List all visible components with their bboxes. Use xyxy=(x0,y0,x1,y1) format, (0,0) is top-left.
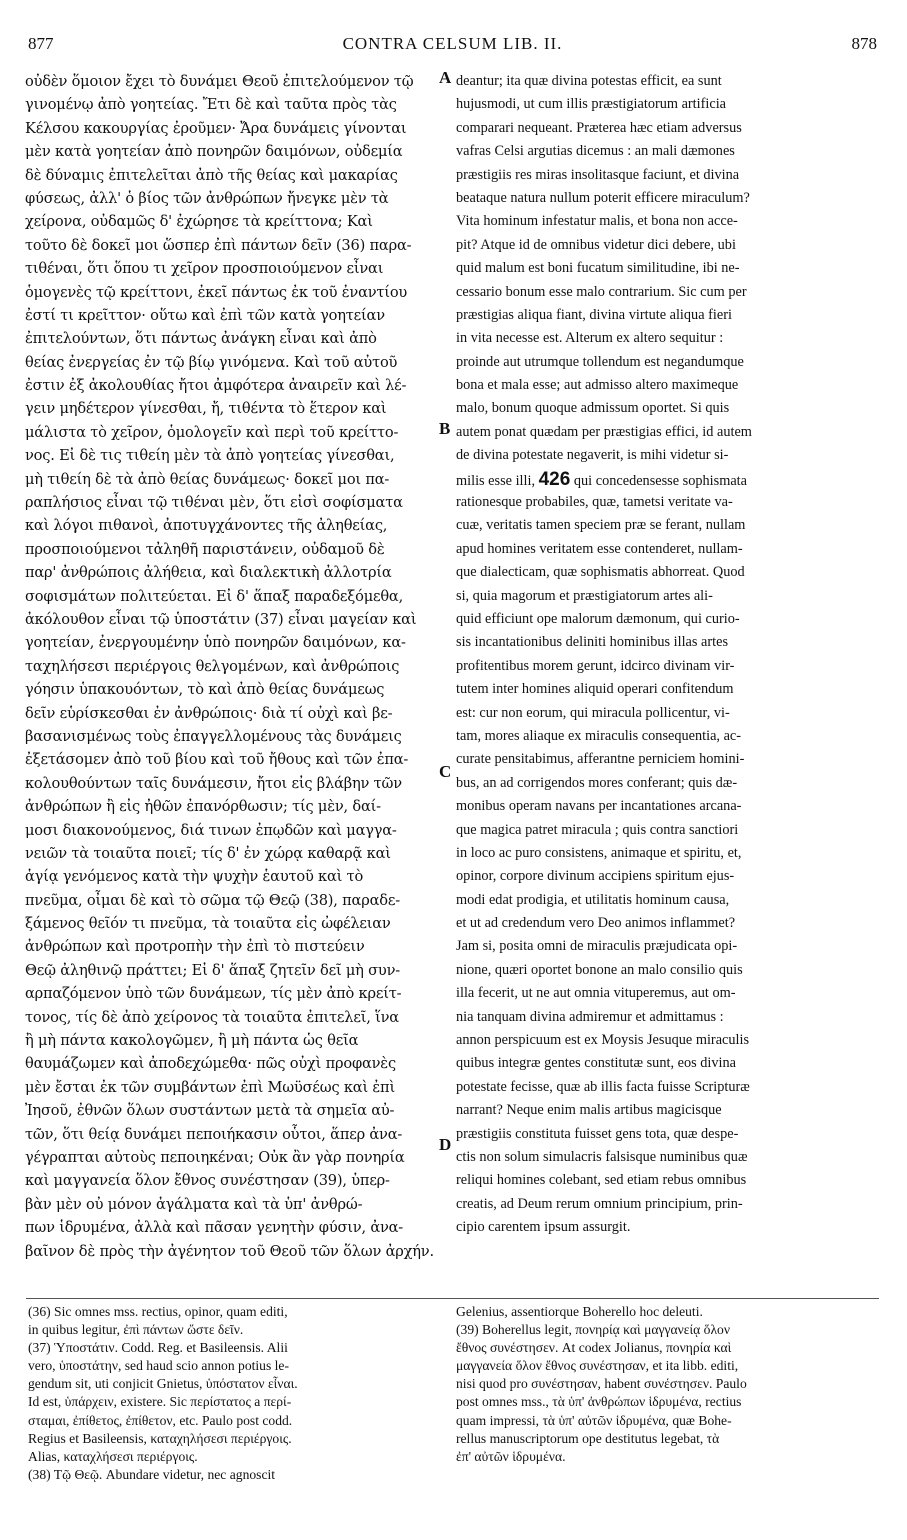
latin-text-line: beataque natura nullum poterit efficere miraculum? xyxy=(456,189,750,206)
latin-text-column xyxy=(456,70,878,1240)
latin-text-line: præstigiis constituta fuisset gens tota, quæ despe- xyxy=(456,1125,739,1142)
greek-text-line: ραπλήσιος εἶναι τῷ τιθέναι μὲν, ὅτι εἰσὶ σοφίσματα xyxy=(25,494,403,512)
greek-text-line: γέγραπται αὐτοὺς πεποιηκέναι; Οὐκ ἂν γὰρ πονηρία xyxy=(25,1148,405,1166)
page-number-right: 878 xyxy=(851,34,877,53)
page-title: CONTRA CELSUM LIB. II. xyxy=(342,34,563,53)
greek-text-line: γινομένῳ ἀπὸ γοητείας. Ἔτι δὲ καὶ ταῦτα πρὸς τὰς xyxy=(25,96,397,114)
latin-text-line: bona et mala esse; aut admisso altero maximeque xyxy=(456,377,739,394)
greek-text-line: ξάμενος θεῖόν τι πνεῦμα, τὰ τοιαῦτα εἰς ὠφέλειαν xyxy=(25,915,391,933)
latin-text-line: potestate fecisse, quæ ab illis facta fuisse Scripturæ xyxy=(456,1078,750,1095)
greek-text-line: βασανισμένως τοὺς ἐπαγγελλομένους τὰς δυνάμεις xyxy=(25,727,402,745)
greek-text-line: τῶν, ὅτι θείᾳ δυνάμει πεποιήκασιν οὗτοι, ἅπερ ἀνα- xyxy=(25,1125,403,1143)
greek-text-line: ἐστιν ἐξ ἀκολουθίας ἤτοι ἀμφότερα ἀναιρεῖν καὶ λέ- xyxy=(25,377,407,395)
greek-text-line: παρ' ἀνθρώποις ἀλήθεια, καὶ διαλεκτικὴ ἀλλοτρία xyxy=(25,564,392,582)
latin-text-line: sis incantationibus deliniti hominibus illas artes xyxy=(456,634,729,651)
page-number-left: 877 xyxy=(28,34,54,53)
latin-text-line: narrant? Neque enim malis artibus magicisque xyxy=(456,1102,722,1119)
greek-text-line: μοσι διακονούμενος, διά τινων ἐπῳδῶν καὶ μαγγα- xyxy=(25,821,397,839)
greek-text-line: ὁμογενὲς τῷ κρείττονι, ἐκεῖ πάντως ἐκ τοῦ ἐναντίου xyxy=(25,283,408,301)
greek-text-line: θαυμάζωμεν καὶ ἀποδεχώμεθα· πῶς οὐχὶ προφανὲς xyxy=(25,1055,396,1073)
footnote-line: quam impressi, τὰ ὑπ' αὐτῶν ἱδρυμένα, quæ Bohe- xyxy=(456,1412,732,1428)
margin-letter-d: D xyxy=(439,1135,452,1154)
footnote-line: (38) Τῷ Θεῷ. Abundare videtur, nec agnoscit xyxy=(28,1466,276,1482)
latin-text-line: hujusmodi, ut cum illis præstigiatorum artificia xyxy=(456,96,727,113)
latin-text-line: que magica patret miracula ; quis contra sanctiori xyxy=(456,821,739,838)
footnote-line: gendum sit, uti conjicit Gnietus, ὑπόστατον εἶναι. xyxy=(28,1376,298,1392)
latin-text-line: que dialecticam, quæ sophismatis abhorreat. Quod xyxy=(456,564,745,581)
greek-text-line: ἢ μὴ πάντα κακολογῶμεν, ἢ μὴ πάντα ὡς θεῖα xyxy=(25,1032,359,1050)
latin-text-line xyxy=(456,468,878,491)
greek-text-line: γειν μηδέτερον γίνεσθαι, ἤ, τιθέντα τὸ ἕτερον καὶ xyxy=(25,400,387,418)
latin-text-line: cipio carentem ipsum assurgit. xyxy=(456,1219,631,1236)
greek-text-line: γοητείαν, ἐνεργουμένην ὑπὸ πονηρῶν δαιμόνων, κα- xyxy=(25,634,406,652)
running-header xyxy=(28,34,877,56)
footnote-line: Alias, καταχλήσεσι περιέργοις. xyxy=(28,1448,198,1464)
greek-text-line: γόησιν ὑπακουόντων, τὸ καὶ ἀπὸ θείας δυνάμεως xyxy=(25,681,385,699)
latin-text-line: Vita hominum infestatur malis, et bona non acce- xyxy=(456,213,738,230)
latin-text-line: vafras Celsi argutias dicemus : an mali dæmones xyxy=(456,143,735,160)
footnotes-right xyxy=(456,1303,876,1466)
footnote-line: μαγγανεία ὅλον ἔθνος συνέστησαν, et ita libb. editi, xyxy=(456,1358,739,1374)
greek-text-line: πων ἱδρυμένα, ἀλλὰ καὶ πᾶσαν γενητὴν φύσιν, ἀνα- xyxy=(25,1219,404,1237)
footnote-line: post omnes mss., τὰ ὑπ' ἀνθρώπων ἱδρυμένα, rectius xyxy=(456,1394,742,1410)
greek-text-line: αρπαζόμενον ὑπὸ τῶν δυνάμεων, τίς μὲν ἀπὸ κρείτ- xyxy=(25,985,402,1003)
latin-text-line: et ut ad credendum vero Deo animos inflammet? xyxy=(456,915,736,932)
margin-letter-b: B xyxy=(439,419,451,438)
latin-text-line: tutem inter homines aliquid operari confitendum xyxy=(456,681,734,698)
greek-text-line: θείας ἐνεργείας ἐν τῷ βίῳ γινόμενα. Καὶ τοῦ αὐτοῦ xyxy=(25,353,398,371)
greek-text-line: ἀνθρώπων ἢ εἰς ἠθῶν ἐπανόρθωσιν; τίς μὲν, δαί- xyxy=(25,798,381,816)
greek-text-line: ἀνθρώπων καὶ προτροπὴν τὴν ἐπὶ τὸ πιστεύειν xyxy=(25,938,365,956)
text-fragment: qui concedensesse sophismata xyxy=(570,472,747,489)
greek-text-line: κολουθούντων ταῖς δυνάμεσιν, ἤτοι εἰς βλάβην τῶν xyxy=(25,774,402,792)
latin-text-line: bus, an ad corrigendos mores conferant; quis dæ- xyxy=(456,774,738,791)
greek-text-line: ἐξετάσομεν ἀπὸ τοῦ βίου καὶ τοῦ ἤθους καὶ τῶν ἐπα- xyxy=(25,751,409,769)
footnote-line: Id est, ὑπάρχειν, existere. Sic περίστατος a περί- xyxy=(28,1394,292,1410)
latin-text-line: reliqui homines colebant, sed etiam rebus omnibus xyxy=(456,1172,747,1189)
margin-letter-c: C xyxy=(439,762,452,781)
greek-text-line: τοῦτο δὲ δοκεῖ μοι ὥσπερ ἐπὶ πάντων δεῖν (36) παρα- xyxy=(25,236,412,254)
latin-text-line: illa fecerit, ut ne aut omnia vituperemus, aut om- xyxy=(456,985,736,1002)
latin-text-line: nia tanquam divina admiremur et admittamus : xyxy=(456,1008,724,1025)
footnote-divider xyxy=(26,1298,879,1299)
greek-text-line: δεῖν εὑρίσκεσθαι ἐν ἀνθρώποις· διὰ τί οὐχὶ καὶ βε- xyxy=(25,704,393,722)
latin-text-line: præstigiis res miras insolitasque faciunt, et divina xyxy=(456,166,740,183)
latin-text-line: monibus operam navans per incantationes arcana- xyxy=(456,798,742,815)
greek-text-line: βαῖνον δὲ πρὸς τὴν ἀγένητον τοῦ Θεοῦ τῶν ὅλων ἀρχήν. xyxy=(25,1242,434,1260)
latin-text-line: præstigias aliqua fiant, divina virtute aliqua fieri xyxy=(456,306,732,323)
latin-text-line: quid efficiunt ope malorum dæmonum, qui curio- xyxy=(456,610,740,627)
greek-text-line: νος. Εἰ δὲ τις τιθείη μὲν τὰ ἀπὸ γοητείας γίνεσθαι, xyxy=(25,447,395,465)
greek-text-line: τονος, τίς δὲ ἀπὸ χείρονος τὰ τοιαῦτα ἐπιτελεῖ, ἵνα xyxy=(25,1008,399,1026)
greek-text-line: Ἰησοῦ, ἐθνῶν ὅλων συστάντων μετὰ τὰ σημεῖα αὐ- xyxy=(25,1102,395,1120)
latin-text-line: creatis, ad Deum rerum omnium principium, prin- xyxy=(456,1195,743,1212)
latin-text-line: quibus integræ gentes constitutæ sunt, eos divina xyxy=(456,1055,736,1072)
greek-text-line: καὶ μαγγανεία ὅλον ἔθνος συνέστησαν (39), ὑπερ- xyxy=(25,1172,390,1190)
footnote-line: (39) Boherellus legit, πονηρίᾳ καὶ μαγγανείᾳ ὅλον xyxy=(456,1322,730,1338)
footnote-line: (37) Ὑποστάτιν. Codd. Reg. et Basileensis. Alii xyxy=(28,1340,288,1356)
greek-text-line: ταχηλήσεσι περιέργοις θελγομένων, καὶ ἀνθρώποις xyxy=(25,657,400,675)
margin-letter-a: A xyxy=(439,68,452,87)
footnote-line: Gelenius, assentiorque Boherello hoc deleuti. xyxy=(456,1304,703,1319)
latin-text-line: deantur; ita quæ divina potestas efficit, ea sunt xyxy=(456,73,722,89)
footnote-line: ἔθνος συνέστησεν. At codex Jolianus, πονηρία καὶ xyxy=(456,1340,732,1356)
greek-text-line: ἐπιτελούντων, ὅτι πάντως ἀνάγκη εἶναι καὶ ἀπὸ xyxy=(25,330,377,348)
latin-text-line: malo, bonum quoque admissum oportet. Si quis xyxy=(456,400,730,417)
greek-text-line: μάλιστα τὸ χεῖρον, ὁμολογεῖν καὶ περὶ τοῦ κρείττο- xyxy=(25,423,399,441)
greek-text-line: βὰν μὲν οὐ μόνον ἀγάλματα καὶ τὰ ὑπ' ἀνθρώ- xyxy=(25,1195,363,1213)
latin-text-line: profitentibus morem gerunt, idcirco divinam vir- xyxy=(456,657,735,674)
greek-text-line: τιθέναι, ὅτι ὅπου τι χεῖρον προσποιούμενον εἶναι xyxy=(25,260,384,278)
greek-text-line: προσποιούμενοι τἀληθῆ παριστάνειν, οὐδαμοῦ δὲ xyxy=(25,540,385,558)
latin-text-line: nione, quæri oportet bonone an malo consilio quis xyxy=(456,961,743,978)
greek-text-line: ἐστί τι κρεῖττον· οὕτω καὶ ἐπὶ τῶν κατὰ γοητείαν xyxy=(25,306,385,324)
latin-text-line: rationesque probabiles, quæ, tametsi veritate va- xyxy=(456,494,733,511)
text-fragment: milis esse illi, xyxy=(456,472,539,489)
latin-text-line: quid malum est boni fucatum similitudine, ibi ne- xyxy=(456,260,740,277)
marginal-page-number: 426 xyxy=(538,468,571,490)
footnote-line: rellus manuscriptorum ope destitutus legebat, τὰ xyxy=(456,1430,720,1446)
latin-text-line: proinde aut utrumque tollendum est negandumque xyxy=(456,353,744,370)
footnote-line: in quibus legitur, ἐπὶ πάντων ὥστε δεῖν. xyxy=(28,1322,244,1338)
latin-text-line: tam, mores aliaque ex miraculis consequentia, ac- xyxy=(456,727,742,744)
latin-text-line: si, quia magorum et præstigiatorum artes ali- xyxy=(456,587,713,604)
greek-text-column xyxy=(25,70,439,1263)
greek-text-line: οὐδὲν ὅμοιον ἔχει τὸ δυνάμει Θεοῦ ἐπιτελούμενον τῷ xyxy=(25,73,414,90)
greek-text-line: ἁγίᾳ γενόμενος κατὰ τὴν ψυχὴν ἑαυτοῦ καὶ τὸ xyxy=(25,868,364,886)
latin-text-line: modi edat prodigia, et utilitatis hominum causa, xyxy=(456,891,730,908)
greek-text-line: Κέλσου κακουργίας ἐροῦμεν· Ἄρα δυνάμεις γίνονται xyxy=(25,119,407,137)
latin-text-line: comparari nequeant. Præterea hæc etiam adversus xyxy=(456,119,742,136)
greek-text-line: σοφισμάτων πολιτεύεται. Εἰ δ' ἅπαξ παραδεξόμεθα, xyxy=(25,587,404,605)
greek-text-line: ἀκόλουθον εἶναι τῷ ὑποστάτιν (37) εἶναι μαγείαν καὶ xyxy=(25,610,417,628)
latin-text-line: est: cur non eorum, qui miracula pollicentur, vi- xyxy=(456,704,730,721)
latin-text-line: cessario bonum esse malo contrarium. Sic cum per xyxy=(456,283,747,300)
greek-text-line: πνεῦμα, οἶμαι δὲ καὶ τὸ σῶμα τῷ Θεῷ (38), παραδε- xyxy=(25,891,400,909)
latin-text-line: opinor, corpore divinum accipiens spiritum ejus- xyxy=(456,868,735,885)
latin-text-line: in loco ac puro consistens, animaque et spiritu, et, xyxy=(456,844,742,861)
latin-text-line: annon perspicuum est ex Moysis Jesuque miraculis xyxy=(456,1032,750,1049)
footnote-line: σταμαι, ἐπίθετος, ἐπίθετον, etc. Paulo post codd. xyxy=(28,1412,293,1428)
latin-text-line: apud homines veritatem esse contenderet, nullam- xyxy=(456,540,743,557)
latin-text-line: de divina potestate negaverit, is mihi videtur si- xyxy=(456,447,729,464)
footnote-line: (36) Sic omnes mss. rectius, opinor, quam editi, xyxy=(28,1304,288,1319)
footnote-line: Regius et Basileensis, καταχηλήσεσι περιέργοις. xyxy=(28,1430,292,1446)
footnote-line: nisi quod pro συνέστησαν, habent συνέστησεν. Paulo xyxy=(456,1376,747,1392)
greek-text-line: μὲν ἔσται ἐκ τῶν συμβάντων ἐπὶ Μωϋσέως καὶ ἐπὶ xyxy=(25,1078,395,1096)
footnote-line: ἐπ' αὐτῶν ἱδρυμένα. xyxy=(456,1448,566,1464)
greek-text-line: νειῶν τὰ τοιαῦτα ποιεῖ; τίς δ' ἐν χώρᾳ καθαρᾷ καὶ xyxy=(25,844,391,862)
greek-text-line: μὴ τιθείη δὲ τὰ ἀπὸ θείας δυνάμεως· δοκεῖ μοι πα- xyxy=(25,470,390,488)
footnote-line: vero, ὑποστάτην, sed haud scio annon potius le- xyxy=(28,1358,289,1374)
greek-text-line: Θεῷ ἀληθινῷ πράττει; Εἰ δ' ἅπαξ ζητεῖν δεῖ μὴ συν- xyxy=(25,961,401,979)
greek-text-line: χείρονα, οὐδαμῶς δ' ἐχώρησε τὰ κρείττονα; Καὶ xyxy=(25,213,373,231)
latin-text-line: pit? Atque id de omnibus videtur dici debere, ubi xyxy=(456,236,736,253)
greek-text-line: μὲν κατὰ γοητείαν ἀπὸ πονηρῶν δαιμόνων, οὐδεμία xyxy=(25,143,403,161)
footnotes-left xyxy=(28,1303,438,1484)
latin-text-line: Jam si, posita omni de miraculis præjudicata opi- xyxy=(456,938,738,955)
greek-text-line: δὲ δύναμις ἐπιτελεῖται ἀπὸ τῆς θείας καὶ μακαρίας xyxy=(25,166,398,184)
latin-text-line: autem ponat quædam per præstigias effici, id autem xyxy=(456,423,752,440)
latin-text-line: curate pensitabimus, afferantne perniciem homini- xyxy=(456,751,745,768)
greek-text-line: φύσεως, ἀλλ' ὁ βίος τῶν ἀνθρώπων ἤνεγκε μὲν τὰ xyxy=(25,189,389,207)
latin-text-line: in vita necesse est. Alterum ex altero sequitur : xyxy=(456,330,724,347)
greek-text-line: καὶ λόγοι πιθανοὶ, ἀποτυγχάνοντες τῆς ἀληθείας, xyxy=(25,517,388,535)
latin-text-line: ctis non solum simulacris falsisque numinibus quæ xyxy=(456,1148,748,1165)
latin-text-line: cuæ, veritatis tamen speciem præ se ferant, nullam xyxy=(456,517,746,534)
